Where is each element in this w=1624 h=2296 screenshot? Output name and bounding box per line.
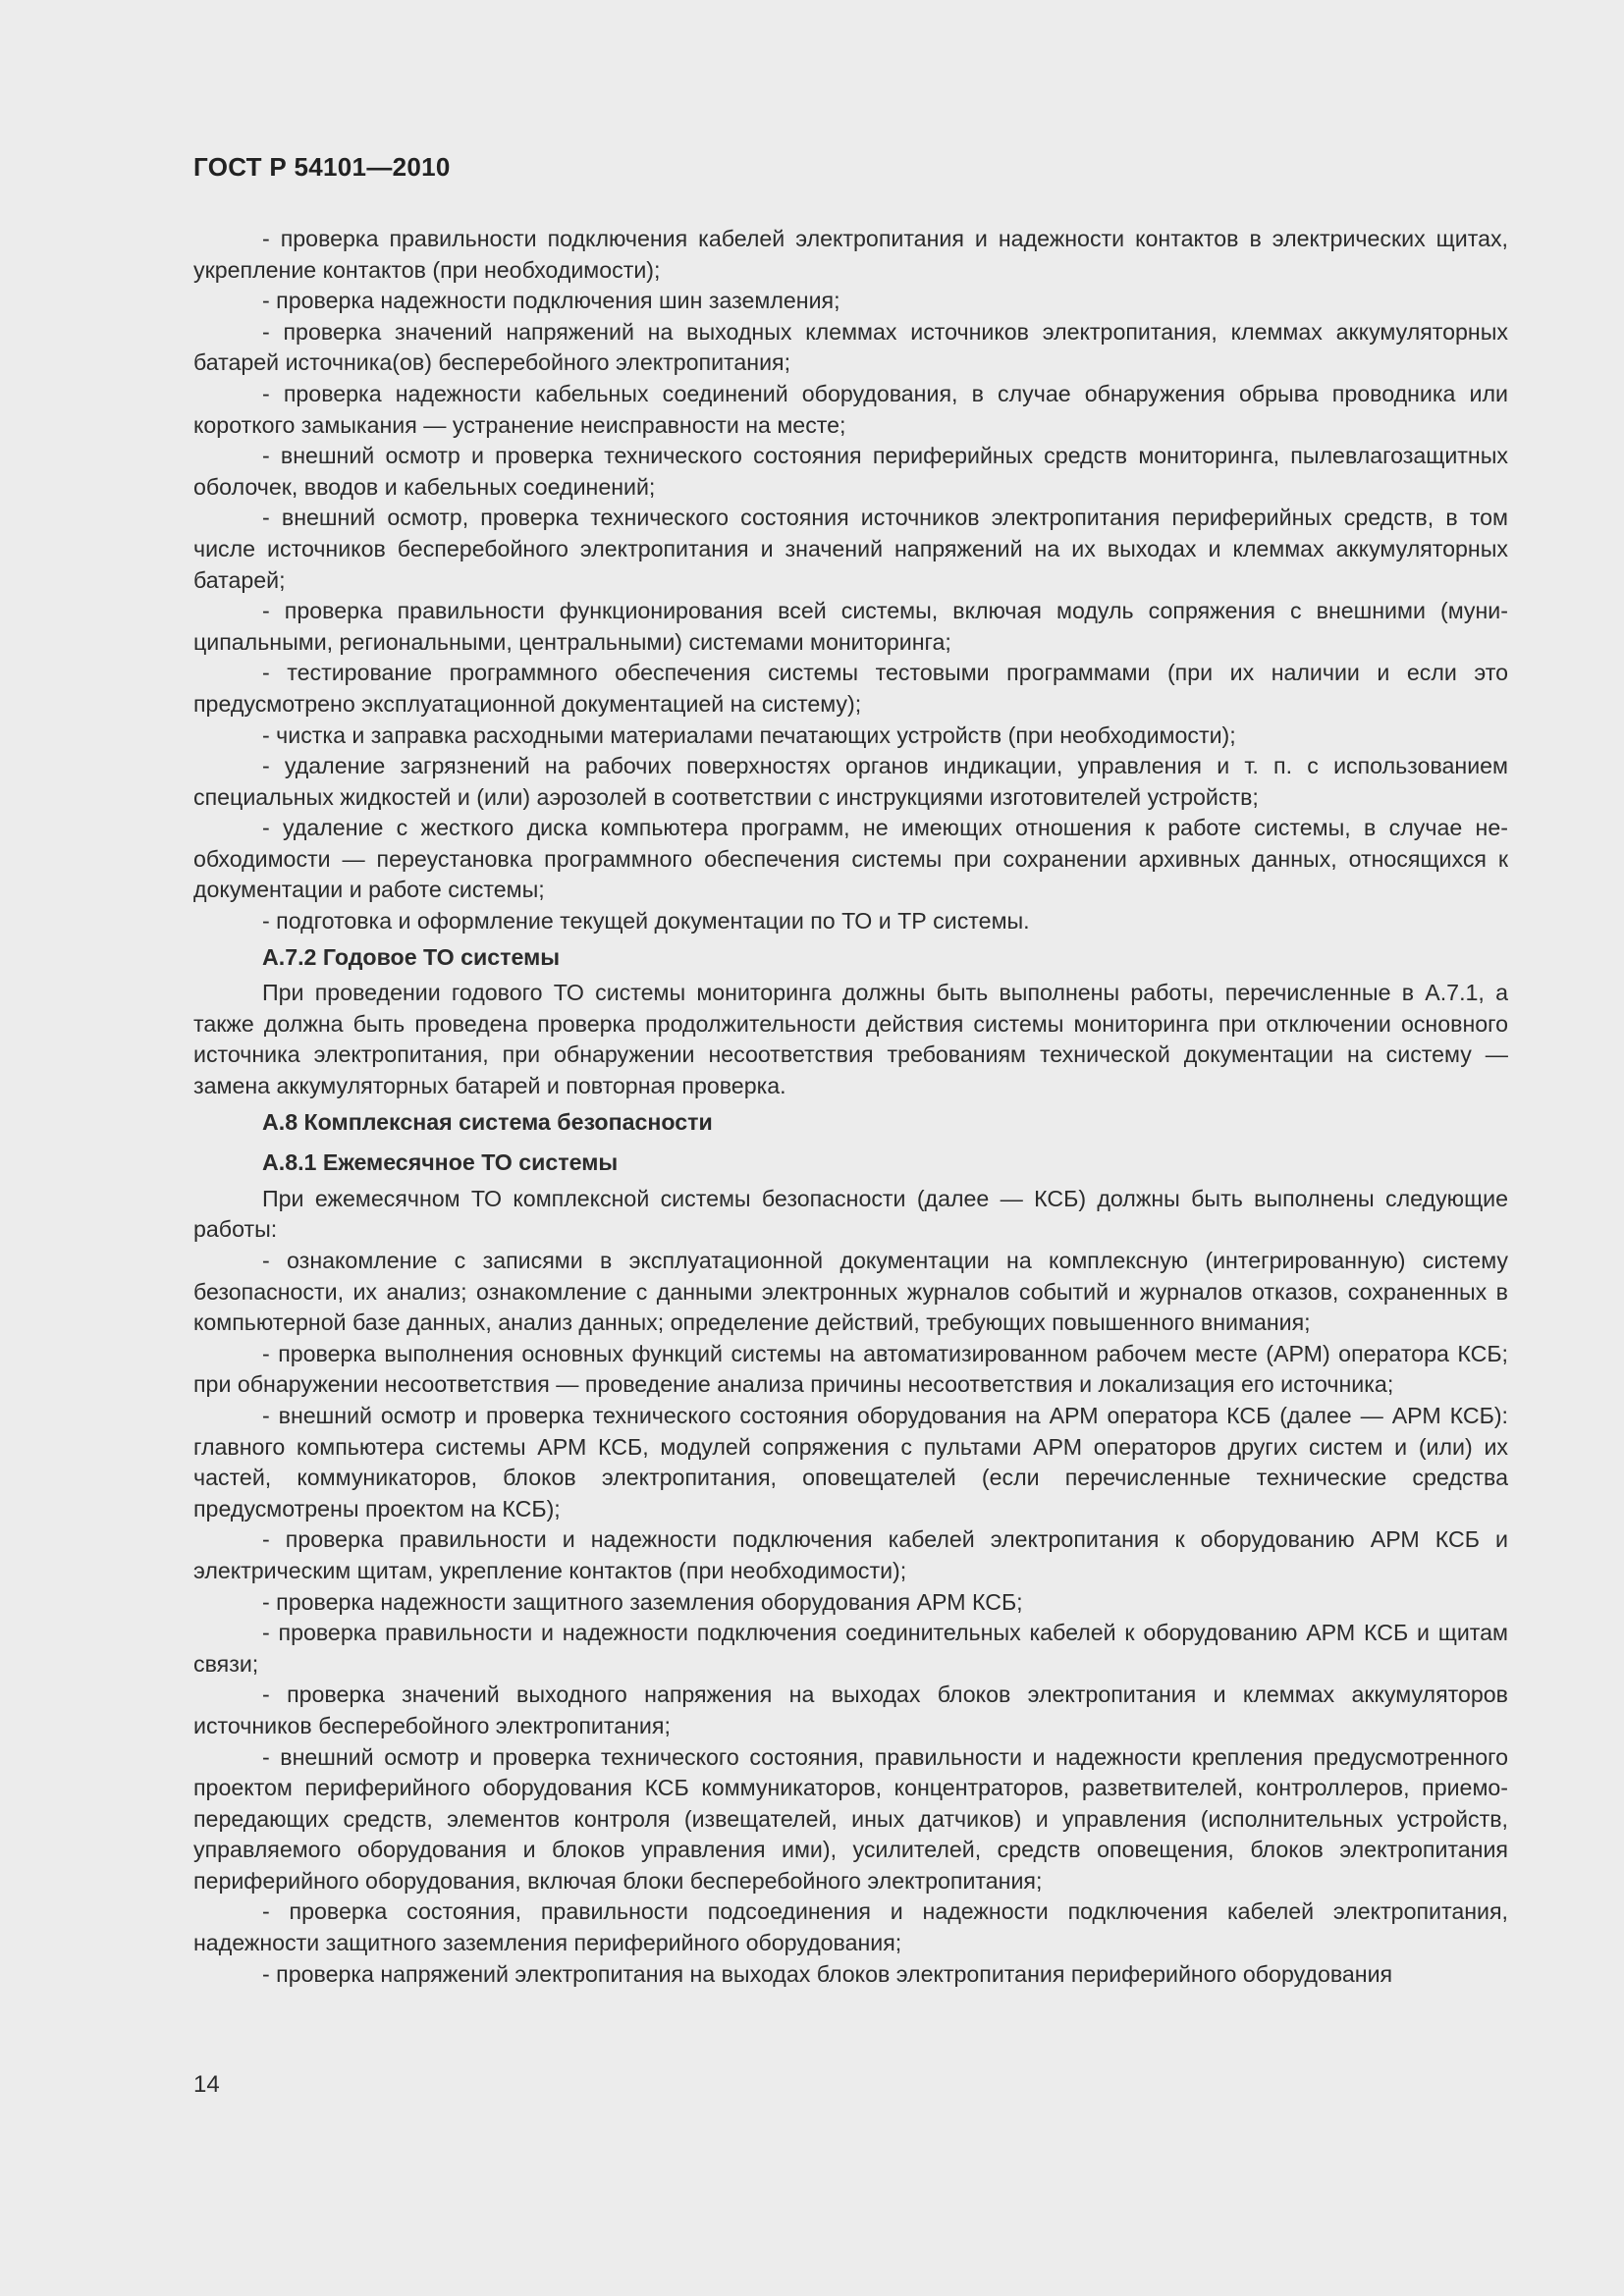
list-item: - внешний осмотр и проверка технического состояния периферийных средств мониторинга, пылевлагозащитных оболочек, вводов и кабельных соединений; (193, 443, 1508, 500)
list-item: - внешний осмотр и проверка технического состояния оборудования на АРМ оператора КСБ (далее — АРМ КСБ): главного компьютера системы АРМ КСБ, модулей сопряжения с пультами АРМ операторов других систем и (или) их частей, коммуникаторов, блоков электропитания, оповещателей (если перечисленные технические средства предусмотрены проектом на КСБ); (193, 1402, 1508, 1522)
list-item: - тестирование программного обеспечения системы тестовыми программами (при их наличии и если это предусмотрено эксплуатационной документацией на систему); (193, 660, 1508, 717)
list-item: - проверка правильности и надежности подключения соединительных кабелей к оборудованию АРМ КСБ и щитам связи; (193, 1620, 1508, 1677)
list-item: - внешний осмотр, проверка технического состояния источников электропитания периферийных средств, в том числе источников бесперебойного электропитания и значений напряжений на их выходах и клеммах аккумуляторных батарей; (193, 505, 1508, 593)
list-item: - удаление с жесткого диска компьютера программ, не имеющих отношения к работе системы, в случае необходимости — переустановка программного обеспечения системы при сохранении архивных данных, относящихся к документации и работе системы; (193, 815, 1508, 903)
body-paragraph: При ежемесячном ТО комплексной системы безопасности (далее — КСБ) должны быть выполнены следующие работы: (193, 1185, 1508, 1243)
body-paragraph: При проведении годового ТО системы мониторинга должны быть выполнены работы, перечисленные в А.7.1, а также должна быть проведена проверка продолжительности действия системы мониторинга при отключении основного источника электропитания, при обнаружении несоответствия требованиям технической документации на систему — замена аккумуляторных батарей и повторная проверка. (193, 980, 1508, 1099)
list-item: - проверка выполнения основных функций системы на автоматизированном рабочем месте (АРМ) оператора КСБ; при обнаружении несоответствия — проведение анализа причины несоответствия и локализация его источника; (193, 1340, 1508, 1398)
list-item: - удаление загрязнений на рабочих поверхностях органов индикации, управления и т. п. с использованием специальных жидкостей и (или) аэрозолей в соответствии с инструкциями изготовителей устройств; (193, 753, 1508, 810)
list-item: - проверка значений выходного напряжения на выходах блоков электропитания и клеммах аккумуляторов источников бесперебойного электропитания; (193, 1682, 1508, 1738)
list-item: - проверка надежности подключения шин заземления; (262, 288, 840, 314)
section-heading: А.8 Комплексная система безопасности (262, 1108, 713, 1135)
document-body (193, 224, 1508, 1990)
list-item: - проверка правильности функционирования всей системы, включая модуль сопряжения с внешними (муниципальными, региональными, центральными) системами мониторинга; (193, 598, 1508, 655)
section-heading: А.8.1 Ежемесячное ТО системы (262, 1149, 619, 1176)
document-header: ГОСТ Р 54101—2010 (193, 152, 451, 182)
list-item: - ознакомление с записями в эксплуатационной документации на комплексную (интегрированную) систему безопасности, их анализ; ознакомление с данными электронных журналов событий и журналов отказов, сохраненных в компьютерной базе данных, анализ данных; определение действий, требующих повышенного внимания; (193, 1248, 1508, 1336)
page-number: 14 (193, 2071, 220, 2098)
section-heading: А.7.2 Годовое ТО системы (262, 943, 561, 970)
list-item: - чистка и заправка расходными материалами печатающих устройств (при необходимости); (262, 721, 1236, 748)
list-item: - проверка напряжений электропитания на выходах блоков электропитания периферийного оборудования (262, 1960, 1393, 1987)
list-item: - проверка состояния, правильности подсоединения и надежности подключения кабелей электропитания, надежности защитного заземления периферийного оборудования; (193, 1898, 1508, 1956)
list-item: - проверка надежности защитного заземления оборудования АРМ КСБ; (262, 1588, 1023, 1615)
list-item: - проверка значений напряжений на выходных клеммах источников электропитания, клеммах аккумуляторных батарей источника(ов) бесперебойного электропитания; (193, 318, 1508, 376)
list-item: - проверка правильности подключения кабелей электропитания и надежности контактов в электрических щитах, укрепление контактов (при необходимости); (193, 226, 1508, 283)
list-item: - подготовка и оформление текущей документации по ТО и ТР системы. (262, 908, 1030, 934)
list-item: - проверка правильности и надежности подключения кабелей электропитания к оборудованию АРМ КСБ и электрическим щитам, укрепление контактов (при необходимости); (193, 1526, 1508, 1583)
list-item: - внешний осмотр и проверка технического состояния, правильности и надежности крепления предусмотренного проектом периферийного оборудования КСБ коммуникаторов, концентраторов, разветвителей, контроллеров, приемо-передающих средств, элементов контроля (извещателей, иных датчиков) и управления (исполнительных устройств, управляемого оборудования и блоков управления ими), усилителей, средств оповещения, блоков электропитания периферийного оборудования, включая блоки бесперебойного электропитания; (193, 1743, 1508, 1894)
list-item: - проверка надежности кабельных соединений оборудования, в случае обнаружения обрыва проводника или короткого замыкания — устранение неисправности на месте; (193, 380, 1508, 438)
